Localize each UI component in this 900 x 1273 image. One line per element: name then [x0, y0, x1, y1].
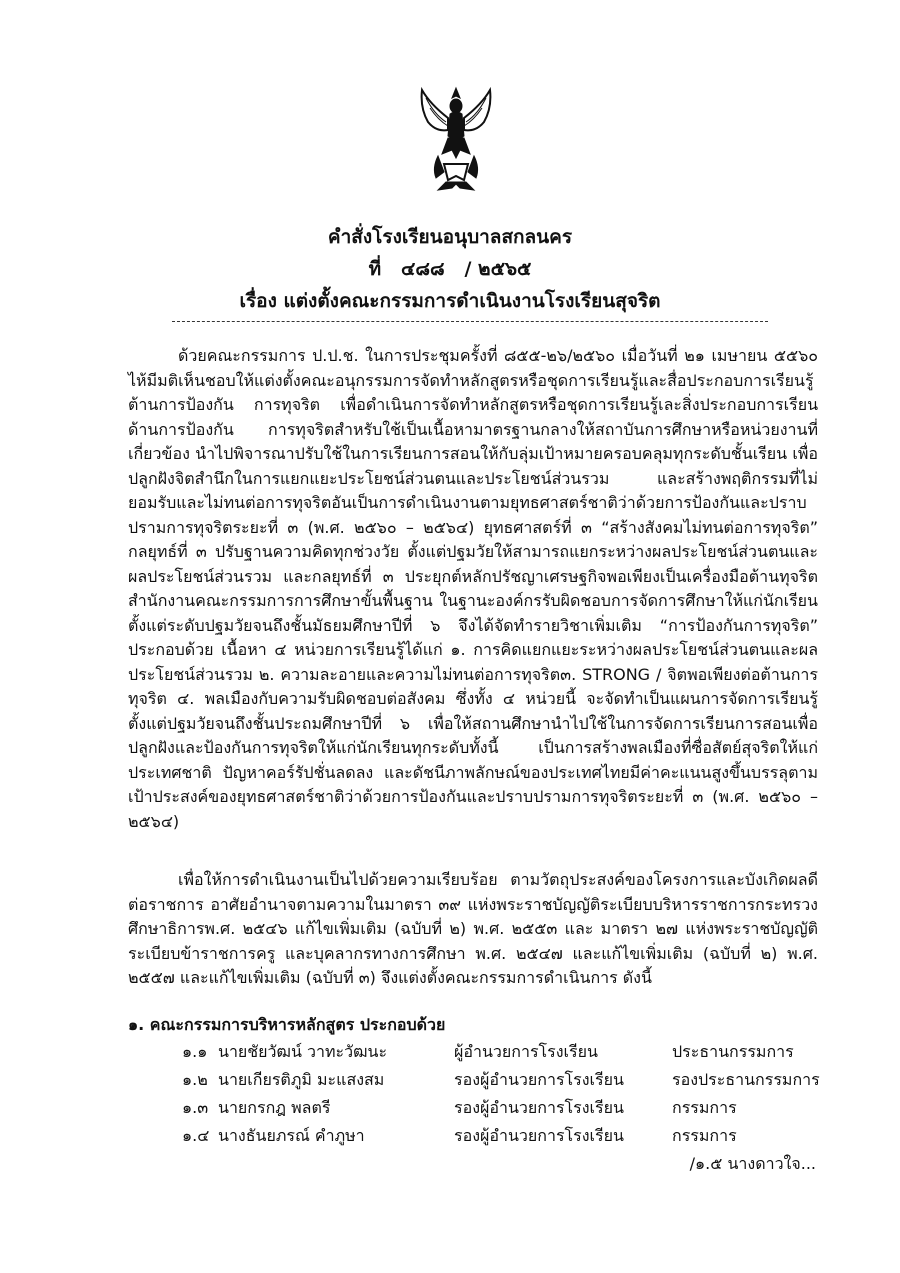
- order-subject: เรื่อง แต่งตั้งคณะกรรมการดำเนินงานโรงเรียนสุจริต: [239, 290, 661, 312]
- member-name: นายเกียรติภูมิ มะแสงสม: [218, 1070, 385, 1089]
- page-continuation: /๑.๕ นางดาวใจ...: [689, 1154, 816, 1173]
- member-name: นายกรกฎ พลตรี: [218, 1098, 331, 1117]
- garuda-emblem-icon: [408, 84, 504, 194]
- member-number: ๑.๔: [182, 1126, 210, 1145]
- list-item: [0, 1124, 900, 1150]
- member-position: รองผู้อำนวยการโรงเรียน: [454, 1126, 624, 1145]
- member-name: นายชัยวัฒน์ วาทะวัฒนะ: [218, 1042, 388, 1061]
- member-role: กรรมการ: [672, 1098, 737, 1117]
- list-item: [0, 1040, 900, 1066]
- dashed-divider: [172, 321, 768, 322]
- order-title: คำสั่งโรงเรียนอนุบาลสกลนคร: [327, 226, 573, 248]
- member-position: รองผู้อำนวยการโรงเรียน: [454, 1070, 624, 1089]
- member-role: รองประธานกรรมการ: [672, 1070, 820, 1089]
- member-name: นางธันยภรณ์ คำภูษา: [218, 1126, 365, 1145]
- member-role: ประธานกรรมการ: [672, 1042, 794, 1061]
- member-number: ๑.๑: [182, 1042, 208, 1061]
- list-item: [0, 1068, 900, 1094]
- order-number: ที่ ๔๘๘ / ๒๕๖๕: [368, 258, 532, 280]
- member-position: ผู้อำนวยการโรงเรียน: [454, 1042, 598, 1061]
- member-position: รองผู้อำนวยการโรงเรียน: [454, 1098, 624, 1117]
- list-item: [0, 1096, 900, 1122]
- member-number: ๑.๓: [182, 1098, 209, 1117]
- section-heading: ๑. คณะกรรมการบริหารหลักสูตร ประกอบด้วย: [128, 1015, 446, 1034]
- member-role: กรรมการ: [672, 1126, 737, 1145]
- member-number: ๑.๒: [182, 1070, 208, 1089]
- body-paragraph-2: เพื่อให้การดำเนินงานเป็นไปด้วยความเรียบร้อย ตามวัตถุประสงค์ของโครงการและบังเกิดผลดีต่อราชการ อาศัยอำนาจตามความในมาตรา ๓๙ แห่งพระราชบัญญัติระเบียบบริหารราชการกระทรวงศึกษาธิการพ.ศ. ๒๕๔๖ แก้ไขเพิ่มเติม (ฉบับที่ ๒) พ.ศ. ๒๕๕๓ และ มาตรา ๒๗ แห่งพระราชบัญญัติระเบียบข้าราชการครู และบุคลากรทางการศึกษา พ.ศ. ๒๕๔๗ และแก้ไขเพิ่มเติม (ฉบับที่ ๒) พ.ศ. ๒๕๕๗ และแก้ไขเพิ่มเติม (ฉบับที่ ๓) จึงแต่งตั้งคณะกรรมการดำเนินการ ดังนี้: [128, 870, 818, 987]
- body-paragraph-1: ด้วยคณะกรรมการ ป.ป.ช. ในการประชุมครั้งที่ ๘๕๕-๒๖/๒๕๖๐ เมื่อวันที่ ๒๑ เมษายน ๕๕๖๐ ไห้มีมติเห็นชอบให้แต่งตั้งคณะอนุกรรมการจัดทำหลักสูตรหรือชุดการเรียนรู้และสื่อประกอบการเรียนรู้ต้านการป้องกัน การทุจริต เพื่อดำเนินการจัดทำหลักสูตรหรือชุดการเรียนรู้เละสิ่งประกอบการเรียน ด้านการป้องกัน การทุจริตสำหรับใช้เป็นเนื้อหามาตรฐานกลางให้สถาบันการศึกษาหรือหน่วยงานที่เกี่ยวข้อง นำไปพิจารณาปรับใช้ในการเรียนการสอนให้กับลุ่มเป้าหมายครอบคลุมทุกระดับชั้นเรียน เพื่อปลูกฝังจิตสำนึกในการแยกแยะประโยชน์ส่วนตนและประโยชน์ส่วนรวม และสร้างพฤติกรรมที่ไม่ยอมรับและไม่ทนต่อการทุจริตอันเป็นการดำเนินงานตามยุทธศาสตร์ชาติว่าด้วยการป้องกันและปราบปรามการทุจริตระยะที่ ๓ (พ.ศ. ๒๕๖๐ – ๒๕๖๔) ยุทธศาสตร์ที่ ๓ “สร้างสังคมไม่ทนต่อการทุจริต” กลยุทธ์ที่ ๓ ปรับฐานความคิดทุกช่วงวัย ตั้งแต่ปฐมวัยให้สามารถแยกระหว่างผลประโยชน์ส่วนตนและผลประโยชน์ส่วนรวม และกลยุทธ์ที่ ๓ ประยุกต์หลักปรัชญาเศรษฐกิจพอเพียงเป็นเครื่องมือต้านทุจริต สำนักงานคณะกรรมการการศึกษาขั้นพื้นฐาน ในฐานะองค์กรรับผิดชอบการจัดการศึกษาให้แก่นักเรียนตั้งแต่ระดับปฐมวัยจนถึงชั้นมัธยมศึกษาปีที่ ๖ จึงได้จัดทำรายวิชาเพิ่มเติม “การป้องกันการทุจริต” ประกอบด้วย เนื้อหา ๔ หน่วยการเรียนรู้ได้แก่ ๑. การคิดแยกแยะระหว่างผลประโยชน์ส่วนตนและผลประโยชน์ส่วนรวม ๒. ความละอายและความไม่ทนต่อการทุจริต๓. STRONG / จิตพอเพียงต่อต้านการทุจริต ๔. พลเมืองกับความรับผิดชอบต่อสังคม ซึ่งทั้ง ๔ หน่วยนี้ จะจัดทำเป็นแผนการจัดการเรียนรู้ตั้งแต่ปฐมวัยจนถึงชั้นประถมศึกษาปีที่ ๖ เพื่อให้สถานศึกษานำไปใช้ในการจัดการเรียนการสอนเพื่อปลูกฝังและป้องกันการทุจริตให้แก่นักเรียนทุกระดับทั้งนี้ เป็นการสร้างพลเมืองที่ซื่อสัตย์สุจริตให้แก่ประเทศชาติ ปัญหาคอร์รัปชั่นลดลง และดัชนีภาพลักษณ์ของประเทศไทยมีค่าคะแนนสูงขึ้นบรรลุตามเป้าประสงค์ของยุทธศาสตร์ชาติว่าด้วยการป้องกันและปราบปรามการทุจริตระยะที่ ๓ (พ.ศ. ๒๕๖๐ – ๒๕๖๔): [128, 346, 818, 831]
